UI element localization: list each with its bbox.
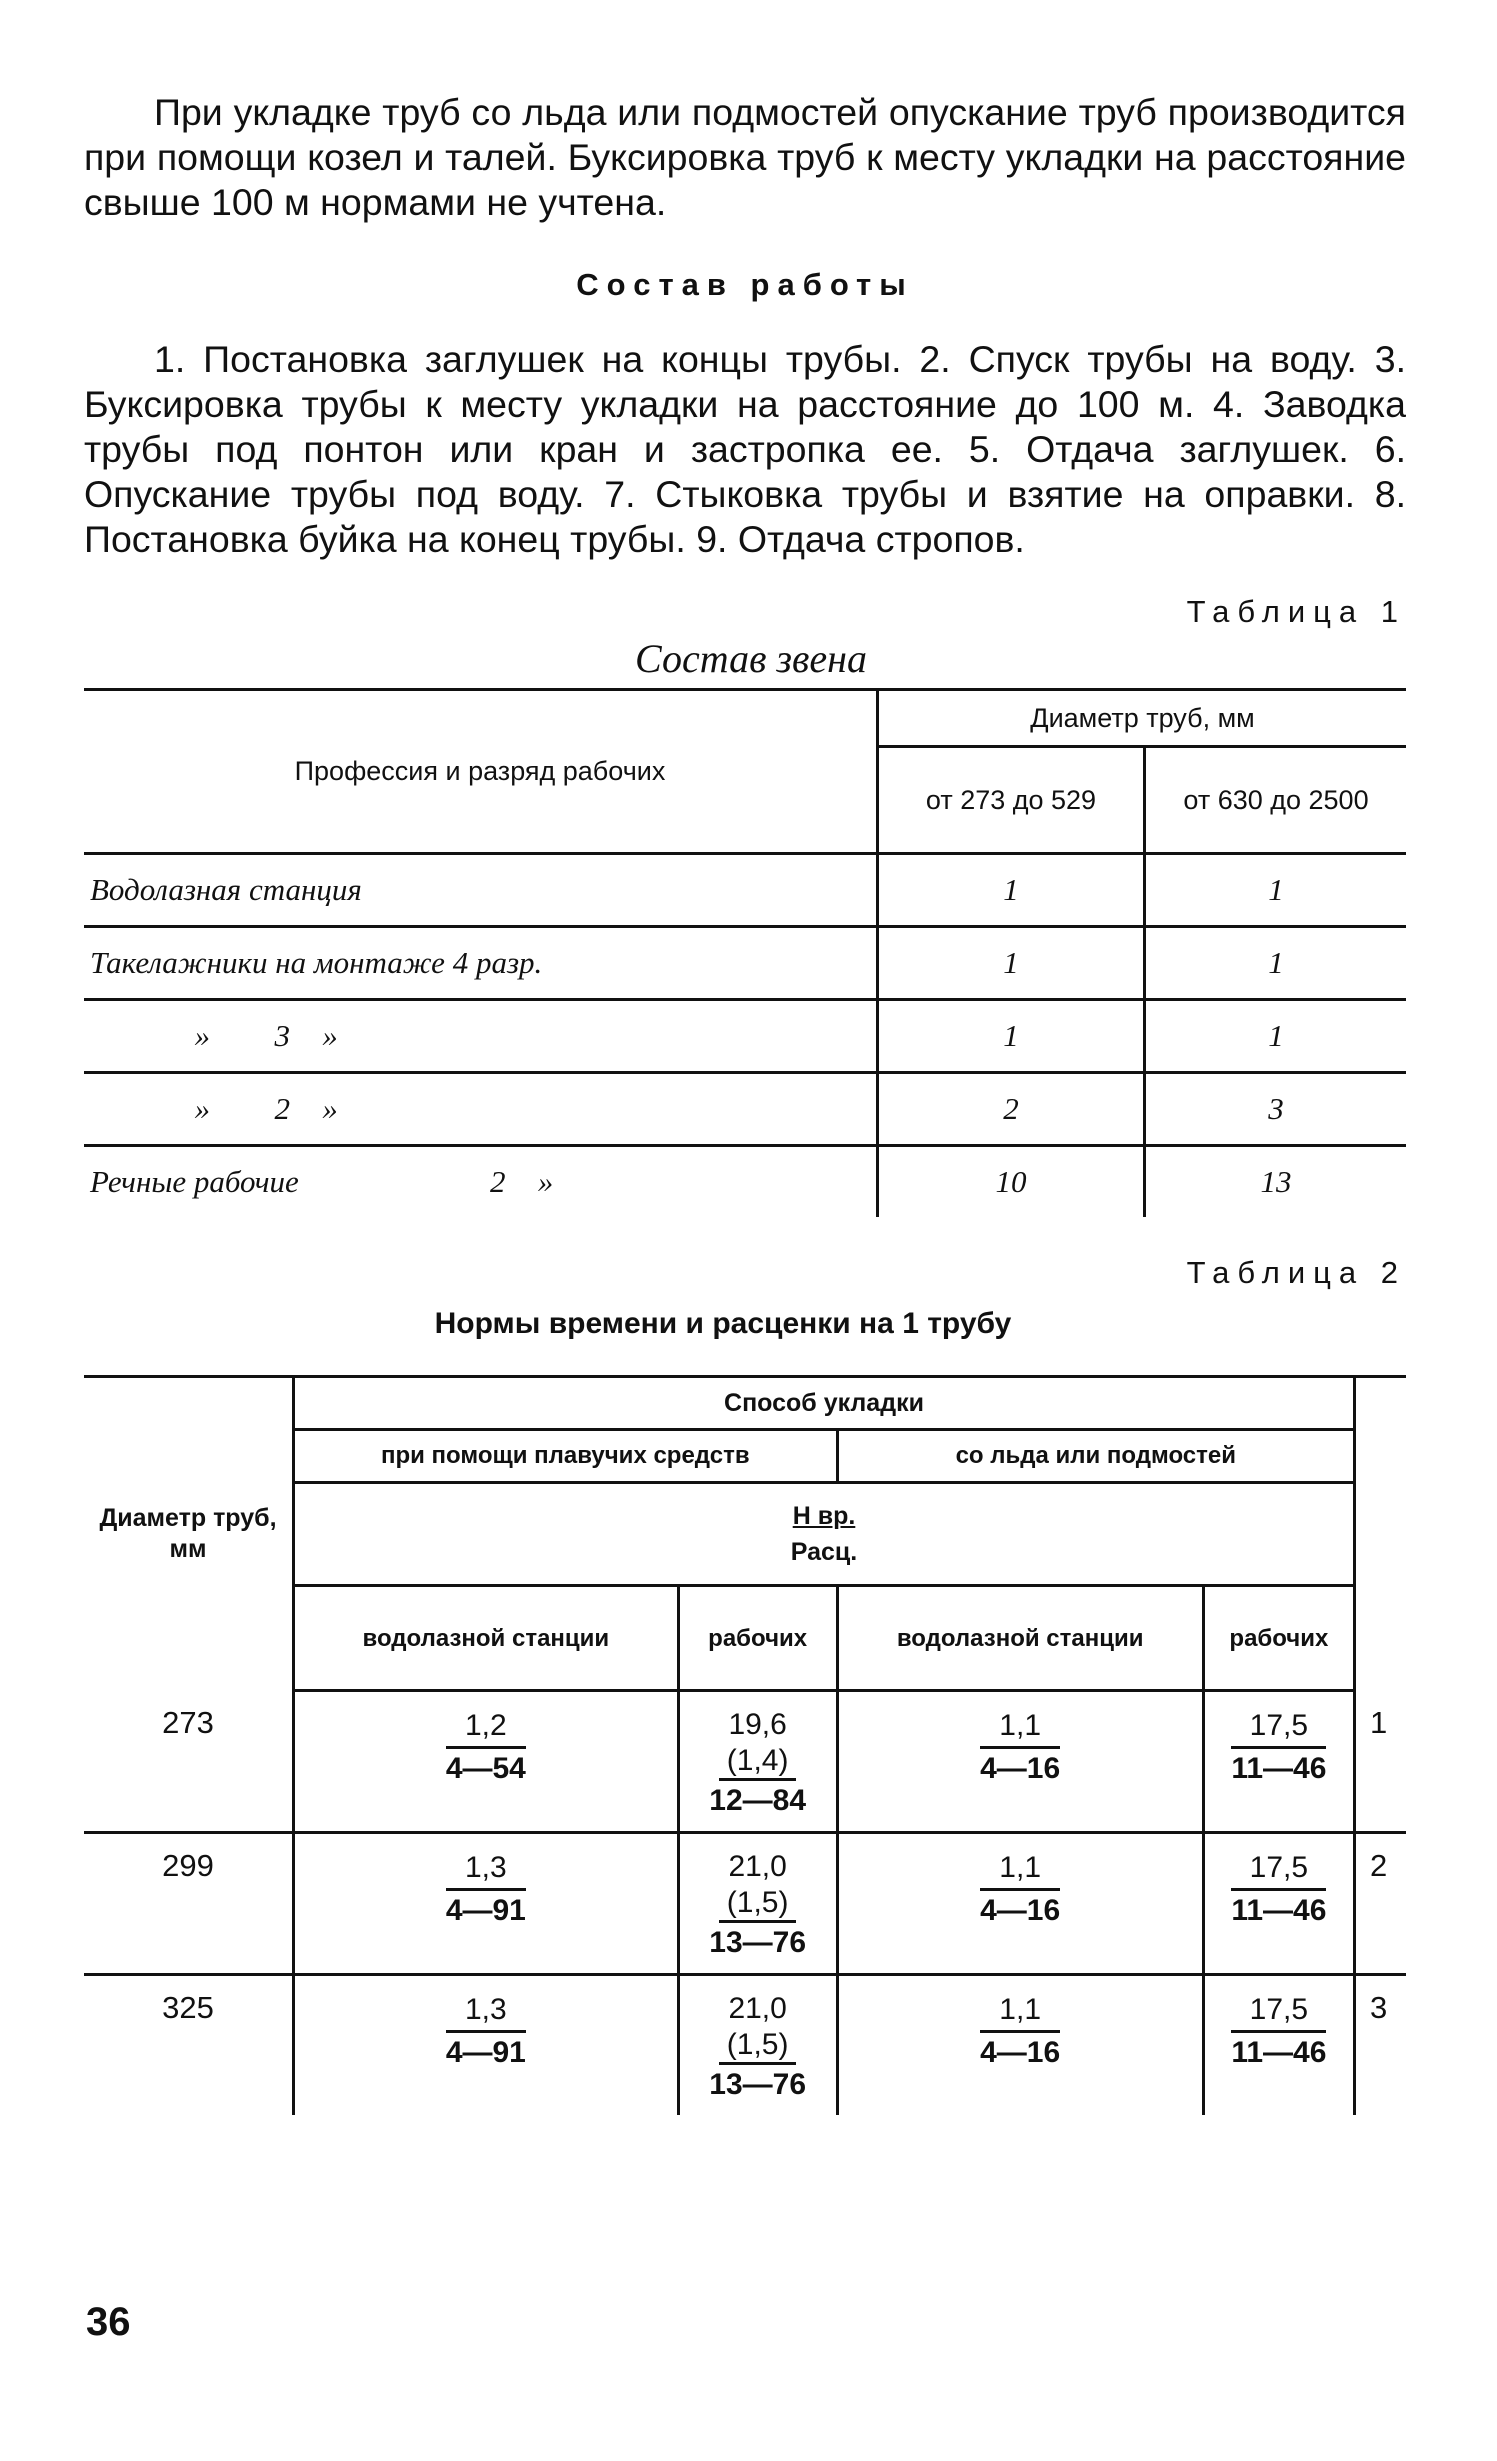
row-grade: 3: [274, 1018, 290, 1053]
ditto-mark: »: [537, 1164, 554, 1199]
cell-workers-floating: [678, 1975, 837, 2116]
row-diameter: 325: [84, 1975, 294, 2116]
intro-paragraph: При укладке труб со льда или подмостей опускание труб производится при помощи козел и талей. Буксировка труб к месту укладки на расстояние свыше 100 м нормами не учтена.: [84, 91, 1406, 223]
header-ice: со льда или подмостей: [837, 1430, 1354, 1483]
norm-value: 21,0: [728, 1850, 787, 1883]
table-row: [84, 1000, 1406, 1073]
norm-value: 1,1: [980, 1848, 1060, 1891]
work-composition-title: Состав работы: [576, 267, 914, 302]
row-value: 10: [878, 1146, 1145, 1218]
norm-value: 17,5: [1231, 1706, 1326, 1749]
row-profession: [84, 1073, 878, 1146]
header-workers-2: рабочих: [1203, 1586, 1354, 1691]
rate-value: 11—46: [1231, 2036, 1327, 2069]
rate-value: 4—91: [445, 1894, 526, 1927]
norm-extra-value: (1,5): [719, 2028, 797, 2065]
table1-caption: Состав звена: [634, 636, 867, 681]
norm-extra-value: (1,4): [719, 1744, 797, 1781]
cell-diver-floating: [294, 1691, 679, 1833]
header-workers-1: рабочих: [678, 1586, 837, 1691]
norm-value: 1,2: [446, 1706, 526, 1749]
table-row: [84, 854, 1406, 927]
row-diameter: 299: [84, 1833, 294, 1975]
header-range-2: от 630 до 2500: [1145, 747, 1407, 854]
row-number: 3: [1355, 1975, 1407, 2116]
header-diver-1: водолазной станции: [294, 1586, 679, 1691]
table1-label: Таблица 1: [1186, 594, 1406, 629]
rate-value: 4—16: [980, 1894, 1061, 1927]
rate-value: 4—54: [445, 1752, 526, 1785]
header-diameter: Диаметр труб, мм: [84, 1377, 294, 1691]
table-row: [84, 927, 1406, 1000]
header-diver-2: водолазной станции: [837, 1586, 1203, 1691]
table-row: [84, 1975, 1406, 2116]
cell-diver-floating: [294, 1975, 679, 2116]
table-row: [84, 1691, 1406, 1833]
row-value: 3: [1145, 1073, 1407, 1146]
rate-value: 13—76: [709, 2068, 807, 2101]
table2-label: Таблица 2: [1186, 1255, 1406, 1290]
table2-caption: Нормы времени и расценки на 1 трубу: [434, 1307, 1012, 1340]
row-diameter: 273: [84, 1691, 294, 1833]
norm-value: 17,5: [1231, 1848, 1326, 1891]
rate-value: 4—16: [980, 2036, 1061, 2069]
header-diameter: Диаметр труб, мм: [878, 690, 1407, 747]
norm-value: 21,0: [728, 1992, 787, 2025]
table-row: [84, 1073, 1406, 1146]
cell-diver-ice: [837, 1975, 1203, 2116]
page-number: 36: [86, 2300, 131, 2344]
cell-workers-ice: [1203, 1975, 1354, 2116]
row-value: 1: [878, 927, 1145, 1000]
cell-workers-floating: [678, 1833, 837, 1975]
row-grade: 2: [490, 1164, 506, 1199]
header-profession: Профессия и разряд рабочих: [84, 690, 878, 854]
row-number: 1: [1355, 1691, 1407, 1833]
table-row: [84, 1833, 1406, 1975]
norm-value: 1,1: [980, 1706, 1060, 1749]
rate-value: 13—76: [709, 1926, 807, 1959]
rate-value: 4—16: [980, 1752, 1061, 1785]
row-profession: [84, 1146, 878, 1218]
header-floating: при помощи плавучих средств: [294, 1430, 838, 1483]
ditto-mark: »: [322, 1091, 338, 1126]
cell-diver-floating: [294, 1833, 679, 1975]
ditto-mark: »: [194, 1091, 210, 1126]
cell-diver-ice: [837, 1691, 1203, 1833]
cell-workers-floating: [678, 1691, 837, 1833]
cell-diver-ice: [837, 1833, 1203, 1975]
norm-value: 19,6: [728, 1708, 787, 1741]
row-profession: Такелажники на монтаже 4 разр.: [84, 927, 878, 1000]
ditto-mark: »: [194, 1018, 210, 1053]
norm-value: 1,1: [980, 1990, 1060, 2033]
header-norm: Н вр.: [792, 1502, 856, 1530]
rate-value: 4—91: [445, 2036, 526, 2069]
header-norm-rate: [294, 1483, 1355, 1586]
norm-extra-value: (1,5): [719, 1886, 797, 1923]
row-number: 2: [1355, 1833, 1407, 1975]
norms-table: [84, 1375, 1406, 2115]
row-grade: 2: [274, 1091, 290, 1126]
row-value: 1: [1145, 1000, 1407, 1073]
header-method: Способ укладки: [294, 1377, 1355, 1430]
rate-value: 11—46: [1231, 1894, 1327, 1927]
row-value: 1: [1145, 854, 1407, 927]
header-range-1: от 273 до 529: [878, 747, 1145, 854]
rate-value: 11—46: [1231, 1752, 1327, 1785]
norm-value: 1,3: [446, 1848, 526, 1891]
row-name: Речные рабочие: [90, 1164, 299, 1199]
row-profession: Водолазная станция: [84, 854, 878, 927]
row-value: 13: [1145, 1146, 1407, 1218]
cell-workers-ice: [1203, 1691, 1354, 1833]
header-rate: Расц.: [790, 1538, 858, 1566]
row-value: 1: [878, 854, 1145, 927]
row-value: 1: [1145, 927, 1407, 1000]
norm-value: 1,3: [446, 1990, 526, 2033]
rate-value: 12—84: [709, 1784, 807, 1817]
header-empty: [1355, 1377, 1407, 1691]
row-value: 1: [878, 1000, 1145, 1073]
norm-value: 17,5: [1231, 1990, 1326, 2033]
ditto-mark: »: [322, 1018, 338, 1053]
row-profession: [84, 1000, 878, 1073]
crew-table: [84, 688, 1406, 1217]
page-content: [84, 90, 1406, 2115]
cell-workers-ice: [1203, 1833, 1354, 1975]
work-steps-paragraph: 1. Постановка заглушек на концы трубы. 2. Спуск трубы на воду. 3. Буксировка трубы к месту укладки на расстояние до 100 м. 4. Заводка трубы под понтон или кран и застропка ее. 5. Отдача заглушек. 6. Опускание трубы под воду. 7. Стыковка трубы и взятие на оправки. 8. Постановка буйка на конец трубы. 9. Отдача стропов.: [84, 338, 1406, 560]
table-row: [84, 1146, 1406, 1218]
row-value: 2: [878, 1073, 1145, 1146]
